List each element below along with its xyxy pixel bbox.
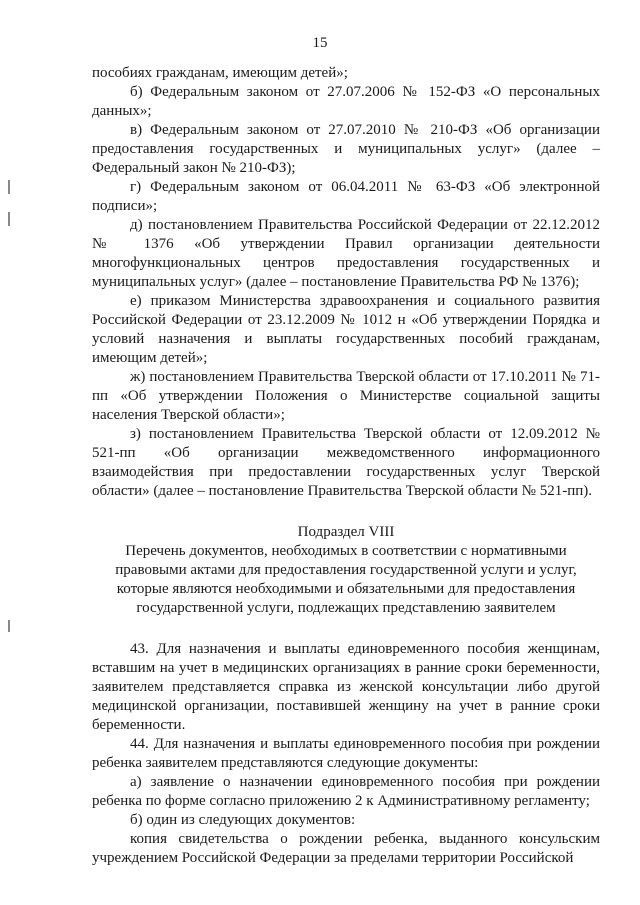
paragraph: копия свидетельства о рождении ребенка, выданного консульским учреждением Российской Федерации за пределами территории Российской	[92, 831, 600, 866]
scan-edge-mark	[8, 620, 10, 632]
paragraph: 44. Для назначения и выплаты единовременного пособия при рождении ребенка заявителем представляются следующие документы:	[92, 736, 600, 771]
paragraph: з) постановлением Правительства Тверской области от 12.09.2012 № 521-пп «Об организации межведомственного информационного взаимодействия при предоставлении государственных услуг Тверской области» (далее – постановление Правительства Тверской области № 521-пп).	[92, 426, 600, 499]
paragraph: пособиях гражданам, имеющим детей»;	[92, 65, 348, 81]
scan-edge-mark	[8, 212, 10, 226]
section-title-line: государственной услуги, подлежащих представлению заявителем	[136, 600, 556, 616]
section-title-line: которые являются необходимыми и обязательными для предоставления	[116, 581, 576, 597]
paragraph: 43. Для назначения и выплаты единовременного пособия женщинам, вставшим на учет в медицинских организациях в ранние сроки беременности, заявителем представляется справка из женской консультации либо другой медицинской организации, поставившей женщину на учет в ранние сроки беременности.	[92, 641, 600, 733]
page-number: 15	[312, 35, 328, 51]
paragraph: д) постановлением Правительства Российской Федерации от 22.12.2012 № 1376 «Об утверждении Правил организации деятельности многофункциональных центров предоставления государственных и муниципальных услуг» (далее – постановление Правительства РФ № 1376);	[92, 217, 600, 290]
paragraphs-after	[92, 640, 600, 868]
section-heading: Подраздел VIII	[297, 524, 395, 540]
section-title-line: правовыми актами для предоставления государственной услуги и услуг,	[115, 562, 577, 578]
paragraph: г) Федеральным законом от 06.04.2011 № 63-ФЗ «Об электронной подписи»;	[92, 179, 600, 214]
section-title	[92, 542, 600, 618]
section-title-line: Перечень документов, необходимых в соответствии с нормативными	[125, 543, 567, 559]
paragraph: б) Федеральным законом от 27.07.2006 № 152-ФЗ «О персональных данных»;	[92, 84, 600, 119]
scan-edge-mark	[8, 180, 10, 194]
paragraph: в) Федеральным законом от 27.07.2010 № 210-ФЗ «Об организации предоставления государственных и муниципальных услуг» (далее – Федеральный закон № 210-ФЗ);	[92, 122, 600, 176]
paragraph: б) один из следующих документов:	[130, 812, 356, 828]
paragraph: е) приказом Министерства здравоохранения и социального развития Российской Федерации от 23.12.2009 № 1012 н «Об утверждении Порядка и условий назначения и выплаты государственных пособий гражданам, имеющим детей»;	[92, 293, 600, 366]
paragraphs-before	[92, 64, 600, 501]
paragraph: а) заявление о назначении единовременного пособия при рождении ребенка по форме согласно приложению 2 к Административному регламенту;	[92, 774, 600, 809]
paragraph: ж) постановлением Правительства Тверской области от 17.10.2011 № 71-пп «Об утверждении Положения о Министерстве социальной защиты населения Тверской области»;	[92, 369, 600, 423]
document-body	[92, 64, 600, 868]
